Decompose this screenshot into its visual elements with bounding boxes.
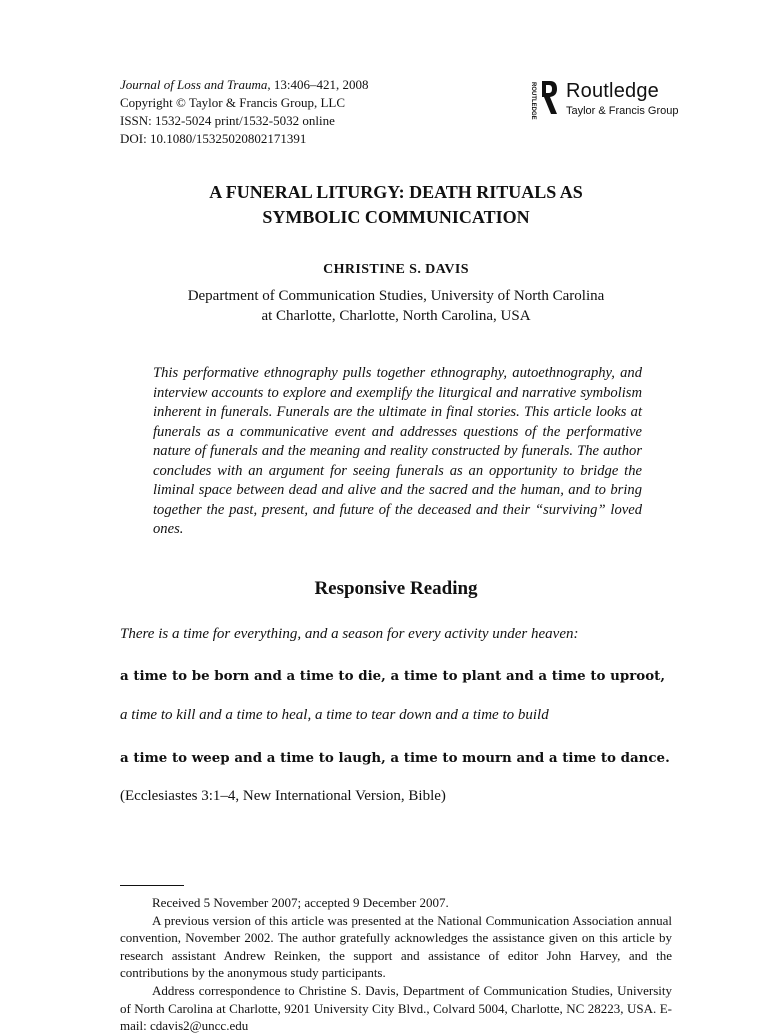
- journal-header: [120, 76, 420, 148]
- publisher-logo: [528, 78, 678, 122]
- reading-line: a time to weep and a time to laugh, a time to mourn and a time to dance.: [120, 750, 670, 766]
- footnote-acknowledgment: A previous version of this article was presented at the National Communication Association annual convention, November 2002. The author gratefully acknowledges the assistance given on this article by research assistant Andrew Reinken, the support and assistance of editor John Harvey, and the contributions by the anonymous study participants.: [120, 912, 672, 981]
- reading-citation: (Ecclesiastes 3:1–4, New International Version, Bible): [120, 788, 446, 804]
- affiliation-line-2: at Charlotte, Charlotte, North Carolina, USA: [261, 308, 531, 324]
- title-line-2: SYMBOLIC COMMUNICATION: [262, 207, 530, 227]
- copyright-line: Copyright © Taylor & Francis Group, LLC: [120, 95, 346, 110]
- footnote-correspondence: Address correspondence to Christine S. Davis, Department of Communication Studies, University of North Carolina at Charlotte, 9201 University City Blvd., Colvard 5004, Charlotte, NC 28223, USA. E-mail: cdavis2@uncc.edu: [120, 982, 672, 1034]
- journal-citation: [120, 76, 420, 94]
- footnote-received: Received 5 November 2007; accepted 9 December 2007.: [152, 895, 449, 910]
- title-line-1: A FUNERAL LITURGY: DEATH RITUALS AS: [209, 182, 583, 202]
- journal-volume: , 13:406–421, 2008: [267, 77, 369, 92]
- logo-vertical-text: ROUTLEDGE: [530, 82, 536, 120]
- routledge-r-logo-icon: [528, 78, 558, 120]
- abstract: This performative ethnography pulls together ethnography, autoethnography, and interview accounts to explore and exemplify the liturgical and narrative symbolism inherent in funerals. Funerals are the ultimate in final stories. This article looks at funerals as a communicative event and addresses questions of the performative nature of funerals and the meaning and reality constructed by funerals. The author concludes with an argument for seeing funerals as an opportunity to bridge the liminal space between dead and alive and the sacred and the human, and to bring together the past, present, and future of the deceased and their “surviving” loved ones.: [153, 365, 642, 537]
- footnote-divider: [120, 885, 184, 886]
- issn-line: ISSN: 1532-5024 print/1532-5032 online: [120, 113, 335, 128]
- article-title: [120, 180, 672, 230]
- journal-name: Journal of Loss and Trauma: [120, 77, 268, 92]
- publisher-name: Routledge: [566, 80, 659, 102]
- author-affiliation: [120, 286, 672, 326]
- affiliation-line-1: Department of Communication Studies, University of North Carolina: [187, 288, 605, 304]
- doi-line: DOI: 10.1080/15325020802171391: [120, 131, 307, 146]
- author-name: CHRISTINE S. DAVIS: [323, 262, 469, 277]
- section-heading: Responsive Reading: [314, 578, 478, 599]
- reading-line: There is a time for everything, and a season for every activity under heaven:: [120, 626, 579, 642]
- footnotes: [120, 894, 672, 1035]
- publisher-group: Taylor & Francis Group: [566, 105, 679, 117]
- reading-line: a time to kill and a time to heal, a time to tear down and a time to build: [120, 707, 549, 723]
- reading-line: a time to be born and a time to die, a time to plant and a time to uproot,: [120, 668, 665, 684]
